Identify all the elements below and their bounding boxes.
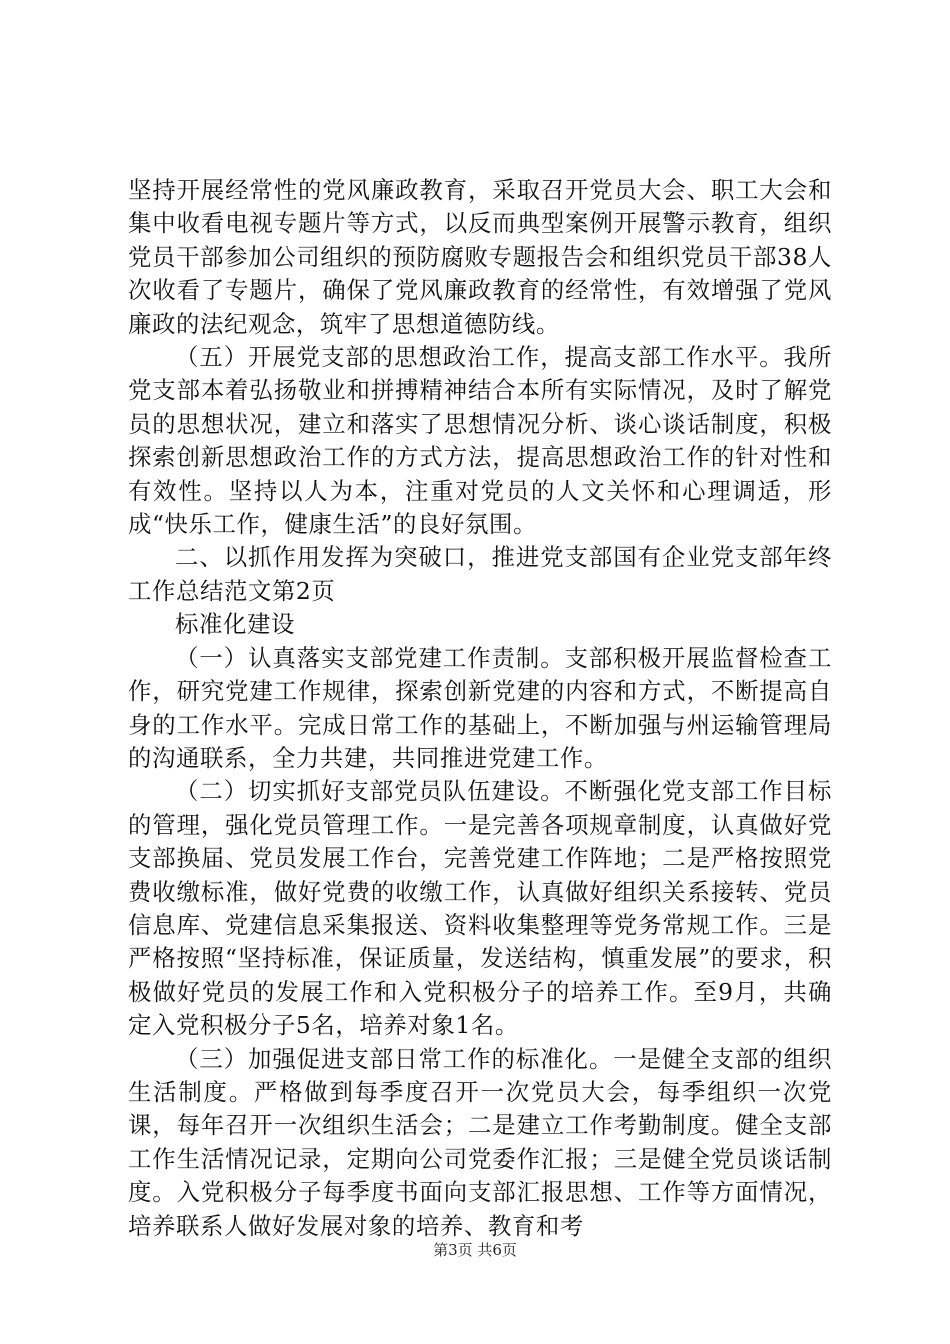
paragraph-political-work: （五）开展党支部的思想政治工作，提高支部工作水平。我所党支部本着弘扬敬业和拼搏精神结合本所有实际情况，及时了解党员的思想状况，建立和落实了思想情况分析、谈心谈话制度，积极探索创新思想政治工作的方式方法，提高思想政治工作的针对性和有效性。坚持以人为本，注重对党员的人文关怀和心理调适，形成“快乐工作，健康生活”的良好氛围。 xyxy=(128,343,832,539)
document-body xyxy=(128,174,832,1243)
paragraph-discipline-education: 坚持开展经常性的党风廉政教育，采取召开党员大会、职工大会和集中收看电视专题片等方式，以反而典型案例开展警示教育，组织党员干部参加公司组织的预防腐败专题报告会和组织党员干部38人次收看了专题片，确保了党风廉政教育的经常性，有效增强了党风廉政的法纪观念，筑牢了思想道德防线。 xyxy=(128,176,832,338)
section-subheading-standardization: 标准化建设 xyxy=(175,610,295,639)
paragraph-responsibility: （一）认真落实支部党建工作责制。支部积极开展监督检查工作，研究党建工作规律，探索创新党建的内容和方式，不断提高自身的工作水平。完成日常工作的基础上，不断加强与州运输管理局的沟通联系，全力共建，共同推进党建工作。 xyxy=(128,643,832,772)
paragraph-team-building: （二）切实抓好支部党员队伍建设。不断强化党支部工作目标的管理，强化党员管理工作。一是完善各项规章制度，认真做好党支部换届、党员发展工作台，完善党建工作阵地；二是严格按照党费收缴标准，做好党费的收缴工作，认真做好组织关系接转、党员信息库、党建信息采集报送、资料收集整理等党务常规工作。三是严格按照“坚持标准，保证质量，发送结构，慎重发展”的要求，积极做好党员的发展工作和入党积极分子的培养工作。至9月，共确定入党积极分子5名，培养对象1名。 xyxy=(128,777,832,1040)
section-heading-two: 二、以抓作用发挥为突破口，推进党支部国有企业党支部年终工作总结范文第2页 xyxy=(128,543,832,605)
page-number: 第3页 共6页 xyxy=(433,1241,517,1259)
paragraph-daily-standardization: （三）加强促进支部日常工作的标准化。一是健全支部的组织生活制度。严格做到每季度召开一次党员大会，每季组织一次党课，每年召开一次组织生活会；二是建立工作考勤制度。健全支部工作生活情况记录，定期向公司党委作汇报；三是健全党员谈话制度。入党积极分子每季度书面向支部汇报思想、工作等方面情况，培养联系人做好发展对象的培养、教育和考 xyxy=(128,1044,832,1240)
